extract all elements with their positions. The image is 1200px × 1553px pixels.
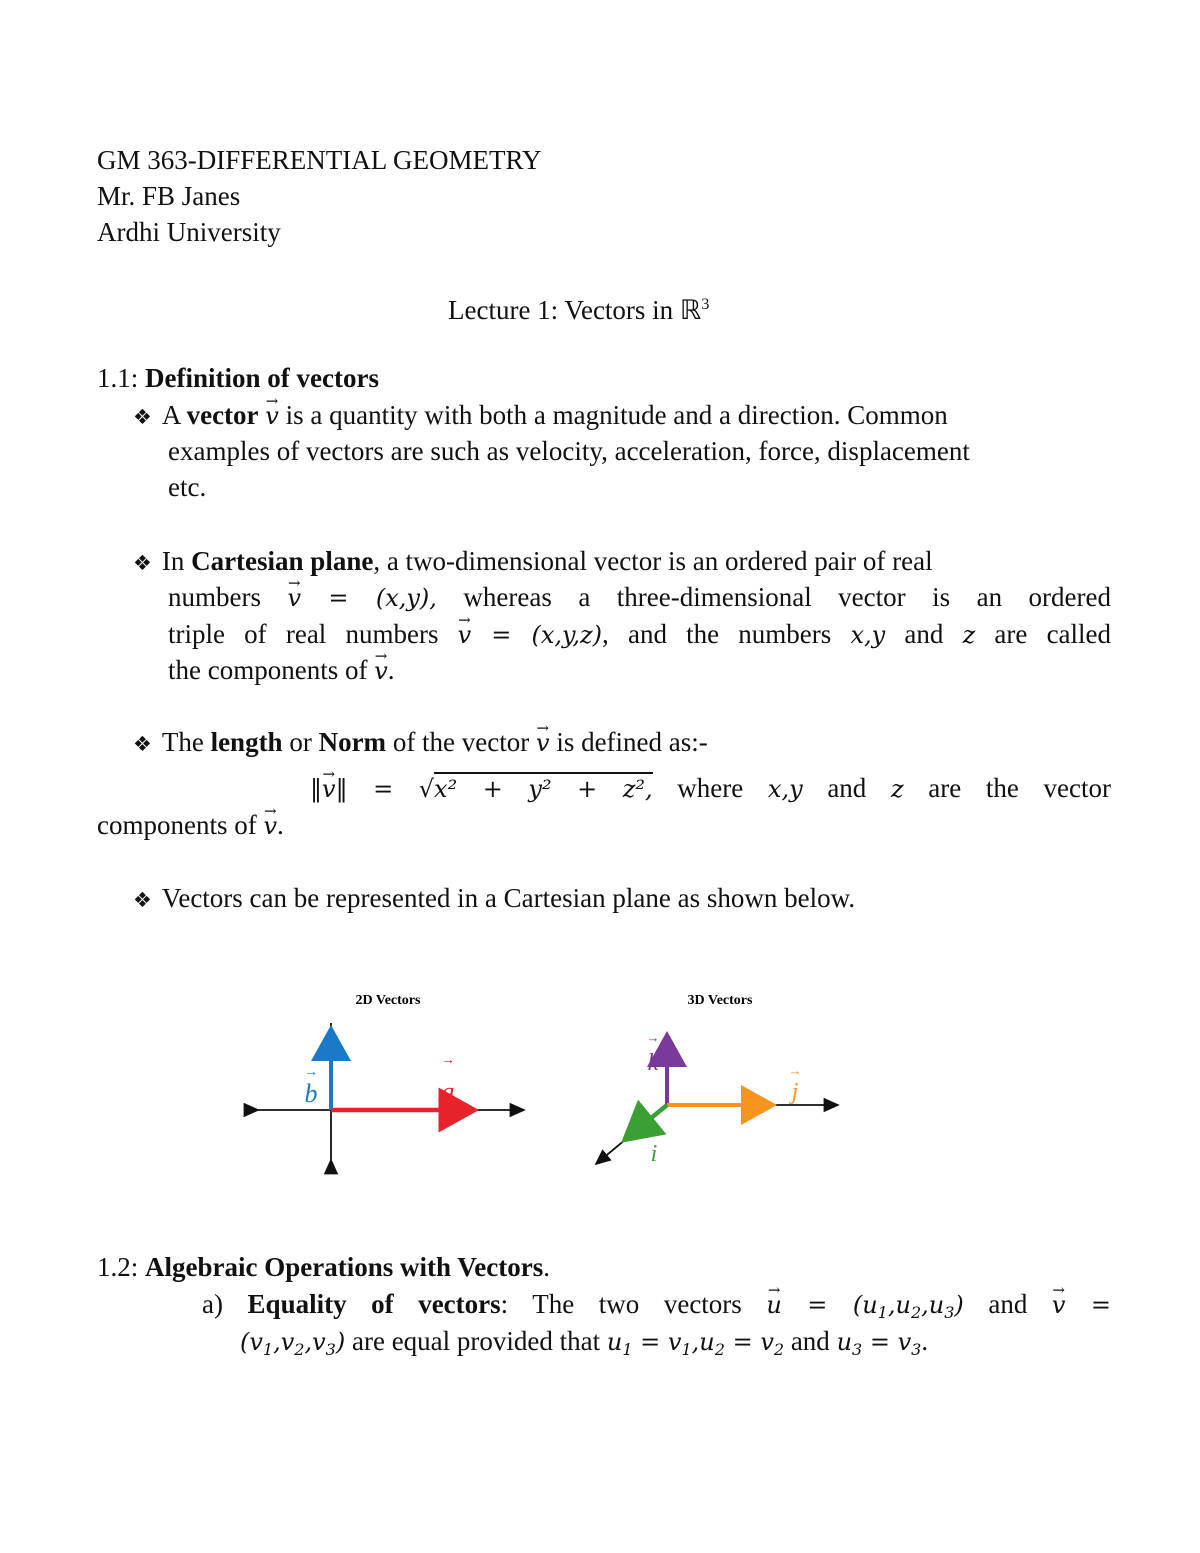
vector-k-label: k bbox=[647, 1050, 659, 1076]
diamond-bullet-icon: ❖ bbox=[133, 888, 152, 912]
vector-i-arrow-label: → bbox=[647, 1124, 661, 1139]
fig3d-title: 3D Vectors bbox=[687, 993, 753, 1008]
equality-line-1: a) Equality of vectors: The two vectors → $u = (u_1,u_2,u_3)$ and → v = bbox=[202, 1286, 1111, 1331]
norm-formula: ‖→ v‖ = √x² + y² + z², bbox=[310, 775, 653, 803]
diamond-bullet-icon: ❖ bbox=[133, 732, 152, 756]
vector-examples-line: examples of vectors are such as velocity, acceleration, force, displacement bbox=[168, 436, 970, 466]
cartesian-line-4: the components of → v. bbox=[168, 652, 395, 689]
norm-line-2: components of → v. bbox=[97, 807, 284, 844]
vector-j-label: j bbox=[791, 1079, 799, 1105]
bullet-representation: ❖ Vectors can be represented in a Cartesian plane as shown below. bbox=[133, 883, 856, 913]
vector-a-label: a bbox=[441, 1077, 455, 1106]
bullet-vector-definition: ❖ A vector → v is a quantity with both a magnitude and a direction. Common bbox=[133, 397, 948, 435]
diamond-bullet-icon: ❖ bbox=[133, 551, 152, 575]
norm-formula-line: ‖→ v‖ = √x² + y² + z², where x,y and z are the vector bbox=[310, 770, 1111, 807]
section-1-1-heading: 1.1: Definition of vectors bbox=[97, 363, 379, 393]
lecture-title: Lecture 1: Vectors in ℝ$^3$ bbox=[448, 295, 710, 325]
vector-k-arrow-label: → bbox=[646, 1030, 660, 1045]
vector-j-arrow-label: → bbox=[788, 1063, 802, 1078]
lecturer-name: Mr. FB Janes bbox=[97, 181, 241, 211]
diamond-bullet-icon: ❖ bbox=[133, 405, 152, 429]
equality-line-2: $(v_1,v_2,v_3)$ are equal provided that $u_1 = v_1,u_2 = v_2$ and $u_3 = v_3$. bbox=[240, 1326, 929, 1359]
vector-i-label: i bbox=[650, 1141, 658, 1167]
bullet-cartesian: ❖ In Cartesian plane, a two-dimensional vector is an ordered pair of real bbox=[133, 546, 933, 576]
fig2d-title: 2D Vectors bbox=[355, 993, 421, 1008]
vector-examples-end: etc. bbox=[168, 472, 207, 502]
vector-b-arrow-label: → bbox=[304, 1065, 318, 1080]
course-title: GM 363-DIFFERENTIAL GEOMETRY bbox=[97, 145, 542, 175]
vector-b-label: b bbox=[304, 1079, 318, 1108]
bullet-norm: ❖ The length or Norm of the vector → v is defined as:- bbox=[133, 724, 708, 762]
cartesian-line-3: triple of real numbers → v = (x,y,z), and the numbers x,y and z are called bbox=[168, 616, 1111, 653]
university-name: Ardhi University bbox=[97, 217, 281, 247]
vectors-figure bbox=[0, 975, 1200, 1185]
section-1-2-heading: 1.2: Algebraic Operations with Vectors. bbox=[97, 1252, 550, 1282]
cartesian-line-2: numbers → v = (x,y), whereas a three-dimensional vector is an ordered bbox=[168, 579, 1111, 616]
vector-a-arrow-label: → bbox=[441, 1053, 455, 1068]
